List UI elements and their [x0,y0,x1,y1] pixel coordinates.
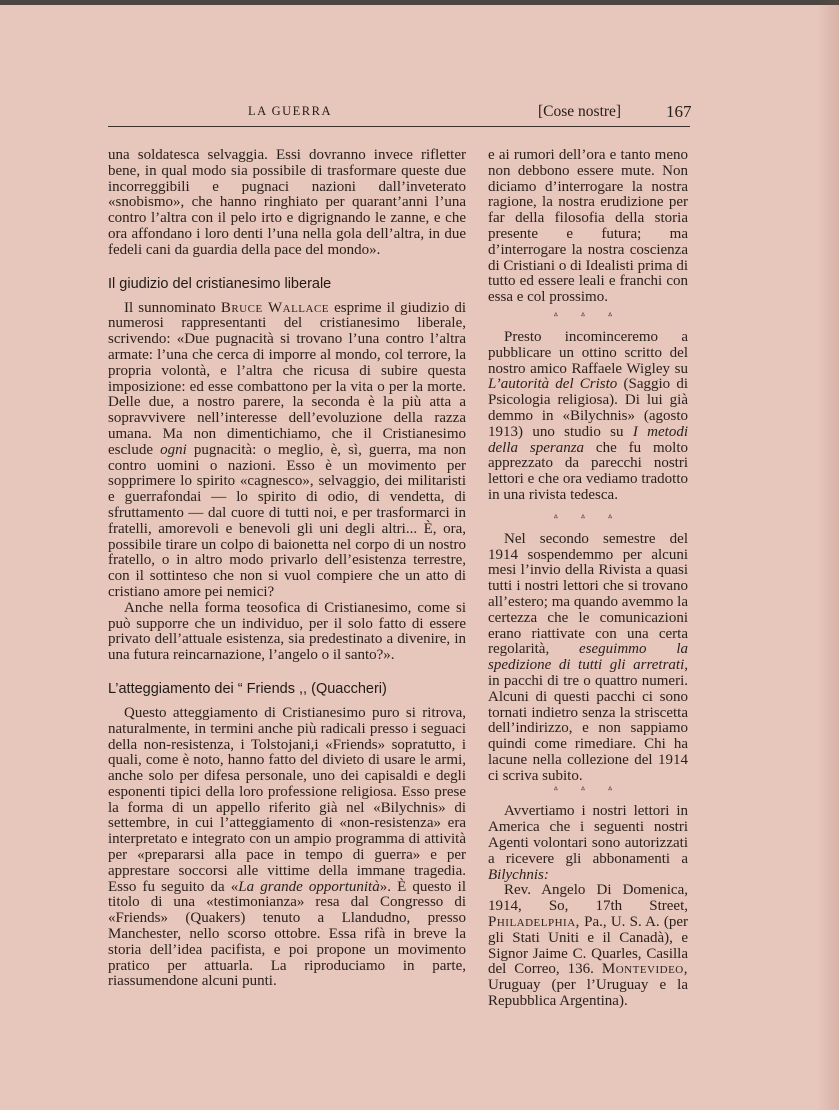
paragraph: Nel secondo semestre del 1914 sospendemmo per alcuni mesi l’invio della Rivista a quasi tutti i nostri lettori che si trovano all’estero; ma quando avemmo la certezza che le comunicazioni erano riattivate con una certa regolarità, eseguimmo la spedizione di tutti gli arretrati, in pacchi di tre o quattro numeri. Alcuni di questi pacchi ci sono tornati indietro senza la striscetta dell’indirizzo, e non sappiamo quindi come rimediare. Chi ha lacune nella collezione del 1914 ci scriva subito. [488,530,688,784]
paragraph: Presto incominceremo a pubblicare un ottino scritto del nostro amico Raffaele Wigley su L’autorità del Cristo (Saggio di Psicologia religiosa). Di lui già demmo in «Bilychnis» (agosto 1913) uno studio su I metodi della speranza che fu molto apprezzato da parecchi nostri lettori e che ora vediamo tradotto in una rivista tedesca. [488,328,688,503]
page-edge-shadow [817,0,839,1110]
left-column [108,148,466,990]
running-header [108,102,690,127]
paragraph: Rev. Angelo Di Domenica, 1914, So, 17th Street, Philadelphia, Pa., U. S. A. (per gli Stati Uniti e il Canadà), e Signor Jaime C. Quarles, Casilla del Correo, 136. Montevideo, Uruguay (per l’Uruguay e la Repubblica Argentina). [488,882,689,1010]
paragraph: Avvertiamo i nostri lettori in America che i seguenti nostri Agenti volontari sono autorizzati a ricevere gli abbonamenti a Bilychnis: [488,803,688,883]
header-section: [Cose nostre] [538,103,622,120]
section-ornament: ᐞ ᐞ ᐞ [553,512,623,523]
section-heading: L’atteggiamento dei “ Friends ,, (Quaccheri) [108,680,387,697]
cited-title: I metodi della speranza [488,423,688,456]
paragraph: una soldatesca selvaggia. Essi dovranno invece rifletter bene, in qual modo sia possibile di trasformare queste due incorreggibili e pugnaci nazioni dall’inveterato «snobismo», che hanno ringhiato per quarant’anni l’una contro l’altra con il pelo irto e digrignando le zanne, e che ora affondano i loro denti l’una nella gola dell’altra, in due fedeli cani da guardia della pace del mondo». [108,147,466,258]
scan-top-border [0,0,839,5]
paragraph: e ai rumori dell’ora e tanto meno non debbono essere mute. Non diciamo d’interrogare la nostra ragione, la nostra erudizione per far della filosofia della storia presente e futura; ma d’interrogare la nostra coscienza di Cristiani o di Idealisti prima di tutto ed essere leali e franchi con essa e col prossimo. [488,147,688,306]
paragraph: Questo atteggiamento di Cristianesimo puro si ritrova, naturalmente, in termini anche più radicali presso i seguaci della non-resistenza, i Tolstojani,i «Friends» sopratutto, i quali, come è noto, hanno fatto del divieto di usare le armi, anche solo per difesa personale, uno dei capisaldi e degli esponenti tipici della loro professione religiosa. Esso prese la forma di un appello riferito già nel «Bilychnis» di settembre, in cui l’atteggiamento di «non-resistenza» era interpretato e integrato con un ampio programma di attività per «prepararsi alla pace in tempo di guerra» e per apprestare soccorsi alle vittime della immane tragedia. Esso fu seguito da «La grande opportunità». È questo il titolo di una «testimonianza» resa dal Congresso di «Friends» (Quakers) tenuto a Llandudno, presso Manchester, nello scorso ottobre. Essa rifà in breve la storia dell’idea pacifista, e poi propone un movimento pratico per attuarla. La riproduciamo in parte, riassumendone alcuni punti. [108,704,466,990]
section-heading: Il giudizio del cristianesimo liberale [108,275,332,292]
paragraph: Il sunnominato Bruce Wallace esprime il giudizio di numerosi rappresentanti del cristianesimo liberale, scrivendo: «Due pugnacità si trovano l’una contro l’altra armate: l’una che cerca di imporre al mondo, col terrore, la propria volontà, e l’altra che ricusa di subire questa imposizione: ed esse combattono per la vita o per la morte. Delle due, a nostro parere, la seconda è la più atta a sopravvivere nell’interesse dell’evoluzione della razza umana. Ma non dimentichiamo, che il Cristianesimo esclude ogni pugnacità: o meglio, è, sì, guerra, ma non contro uomini o nazioni. Esso è un movimento per sopprimere lo spirito «cagnesco», selvaggio, dei militaristi e guerrafondai — lo spirito di odio, di vendetta, di sfruttamento — dal cuore di tutti noi, e per trasformarci in fratelli, amorevoli e benevoli gli uni degli altri... È, ora, possibile tirare un colpo di baionetta nel corpo di un nostro fratello, o in altro modo privarlo dell’esistenza terrestre, con il sottinteso che non si vuol compiere che un atto di cristiano amore pei nemici? [108,299,467,600]
section-ornament: ᐞ ᐞ ᐞ [553,310,623,321]
author-name: Bruce Wallace [220,299,330,316]
page-number: 167 [666,102,692,121]
header-title: LA GUERRA [248,104,332,118]
right-column [488,148,688,1010]
section-ornament: ᐞ ᐞ ᐞ [553,785,623,796]
cited-title: La grande opportunità [238,878,380,895]
paragraph: Anche nella forma teosofica di Cristianesimo, come si può supporre che un individuo, per il solo fatto di essere privato dell’attuale esistenza, sia predestinato a divenire, in una futura reincarnazione, l’angelo o il santo?». [108,599,466,664]
cited-title: L’autorità del Cristo [488,376,618,393]
